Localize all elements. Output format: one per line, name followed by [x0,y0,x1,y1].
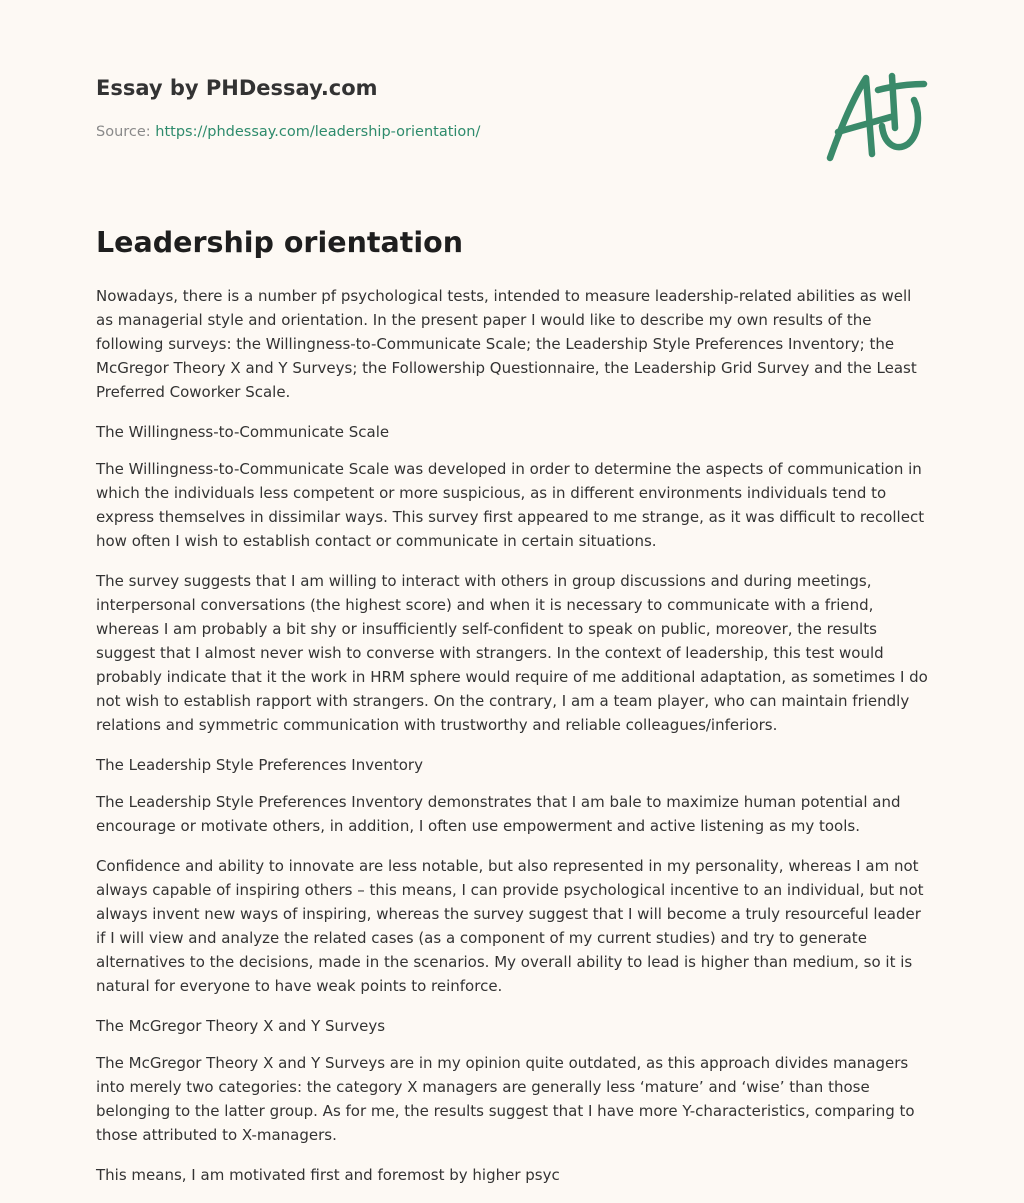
a-plus-logo [822,68,928,166]
paragraph: The Willingness-to-Communicate Scale was developed in order to determine the aspects of communication in which the individuals less competent or more suspicious, as in different environments individuals tend to express themselves in dissimilar ways. This survey first appeared to me strange, as it was difficult to recollect how often I wish to establish contact or communicate in certain situations. [96,460,925,550]
paragraph: The survey suggests that I am willing to interact with others in group discussions and during meetings, interpersonal conversations (the highest score) and when it is necessary to communicate with a friend, whereas I am probably a bit shy or insufficiently self-confident to speak on public, moreover, the results suggest that I almost never wish to converse with strangers. In the context of leadership, this test would probably indicate that it the work in HRM sphere would require of me additional adaptation, as sometimes I do not wish to establish rapport with strangers. On the contrary, I am a team player, who can maintain friendly relations and symmetric communication with trustworthy and reliable colleagues/inferiors. [96,572,928,734]
source-label: Source: [96,124,156,140]
paragraph: Nowadays, there is a number pf psychological tests, intended to measure leadership-related abilities as well as managerial style and orientation. In the present paper I would like to describe my own results of the following surveys: the Willingness-to-Communicate Scale; the Leadership Style Preferences Inventory; the McGregor Theory X and Y Surveys; the Followership Questionnaire, the Leadership Grid Survey and the Least Preferred Coworker Scale. [96,287,917,401]
source-link[interactable]: https://phdessay.com/leadership-orientation/ [155,124,481,140]
section-heading: The McGregor Theory X and Y Surveys [96,1017,386,1035]
section-heading: The Willingness-to-Communicate Scale [96,423,390,441]
paragraph: The McGregor Theory X and Y Surveys are in my opinion quite outdated, as this approach divides managers into merely two categories: the category X managers are generally less ‘mature’ and ‘wise’ than those belonging to the latter group. As for me, the results suggest that I have more Y-characteristics, comparing to those attributed to X-managers. [96,1054,915,1144]
paragraph: This means, I am motivated first and foremost by higher psyc [96,1166,560,1184]
source-line [96,124,480,140]
section-heading: The Leadership Style Preferences Inventory [96,756,423,774]
document-title: Leadership orientation [96,226,463,259]
essay-body [96,284,930,1203]
site-title: Essay by PHDessay.com [96,76,378,100]
a-plus-logo-icon [822,68,928,166]
paragraph: Confidence and ability to innovate are less notable, but also represented in my personality, whereas I am not always capable of inspiring others – this means, I can provide psychological incentive to an individual, but not always invent new ways of inspiring, whereas the survey suggest that I will become a truly resourceful leader if I will view and analyze the related cases (as a component of my current studies) and try to generate alternatives to the decisions, made in the scenarios. My overall ability to lead is higher than medium, so it is natural for everyone to have weak points to reinforce. [96,857,924,995]
paragraph: The Leadership Style Preferences Inventory demonstrates that I am bale to maximize human potential and encourage or motivate others, in addition, I often use empowerment and active listening as my tools. [96,793,901,835]
